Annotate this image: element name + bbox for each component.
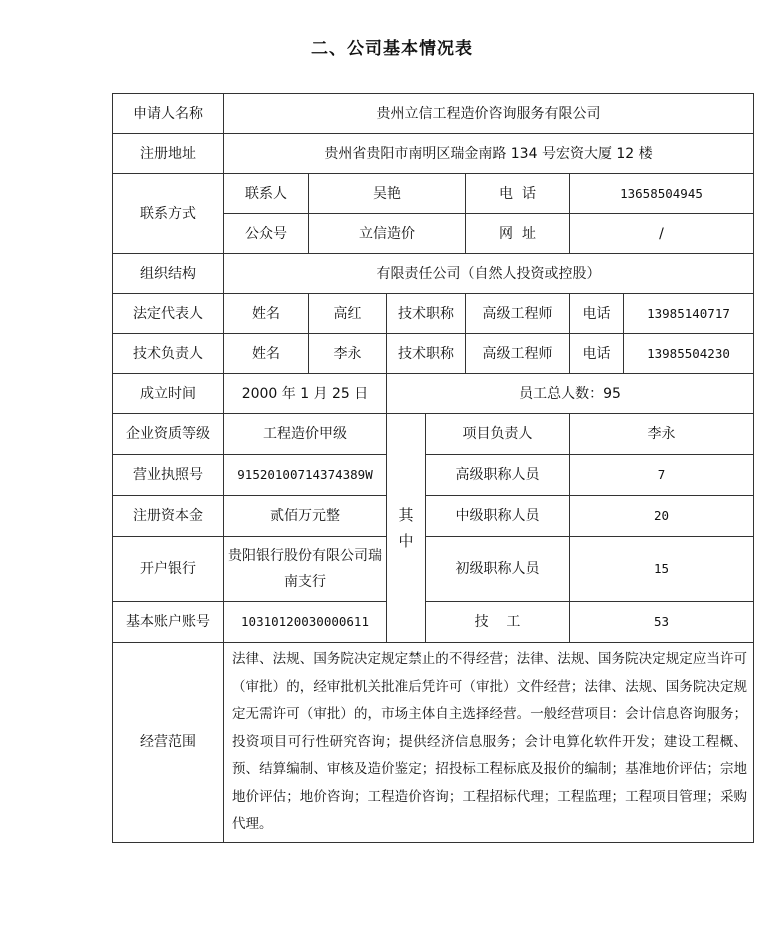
legal-name-label: 姓名 (224, 294, 309, 334)
table-row (113, 602, 754, 643)
site-value: / (570, 214, 754, 254)
applicant-value: 贵州立信工程造价咨询服务有限公司 (224, 94, 754, 134)
among-label (387, 414, 426, 643)
table-row (113, 294, 754, 334)
table-row (113, 334, 754, 374)
founded-label: 成立时间 (113, 374, 224, 414)
site-label: 网 址 (466, 214, 570, 254)
table-row (113, 414, 754, 455)
license-value: 91520100714374389W (224, 455, 387, 496)
wechat-label: 公众号 (224, 214, 309, 254)
staff-detail-value: 15 (570, 537, 754, 602)
staff-detail-label: 高级职称人员 (426, 455, 570, 496)
applicant-label: 申请人名称 (113, 94, 224, 134)
among-char-2: 中 (398, 532, 414, 550)
tech-phone: 13985504230 (624, 334, 754, 374)
company-info-table (112, 93, 754, 843)
staff-detail-value: 7 (570, 455, 754, 496)
founded-value: 2000 年 1 月 25 日 (224, 374, 387, 414)
org-value: 有限责任公司（自然人投资或控股） (224, 254, 754, 294)
contact-person: 吴艳 (309, 174, 466, 214)
table-row (113, 455, 754, 496)
page-title: 二、公司基本情况表 (311, 39, 473, 59)
staff-detail-value: 20 (570, 496, 754, 537)
address-value: 贵州省贵阳市南明区瑞金南路 134 号宏资大厦 12 楼 (224, 134, 754, 174)
scope-value: 法律、法规、国务院决定规定禁止的不得经营；法律、法规、国务院决定规定应当许可（审批）的，经审批机关批准后凭许可（审批）文件经营；法律、法规、国务院决定规定无需许可（审批）的，市场主体自主选择经营。一般经营项目：会计信息咨询服务；投资项目可行性研究咨询；提供经济信息服务；会计电算化软件开发；建设工程概、预、结算编制、审核及造价鉴定；招投标工程标底及报价的编制；基准地价评估；宗地地价评估；地价咨询；工程造价咨询；工程招标代理；工程监理；工程项目管理；采购代理。 (224, 643, 754, 843)
table-row (113, 643, 754, 843)
among-char-1: 其 (398, 506, 414, 524)
staff-detail-label: 项目负责人 (426, 414, 570, 455)
legal-phone: 13985140717 (624, 294, 754, 334)
scope-label: 经营范围 (113, 643, 224, 843)
staff-detail-label: 中级职称人员 (426, 496, 570, 537)
legal-title-label: 技术职称 (387, 294, 466, 334)
contact-person-label: 联系人 (224, 174, 309, 214)
staff-detail-value: 李永 (570, 414, 754, 455)
contact-label: 联系方式 (113, 174, 224, 254)
contact-phone-label: 电 话 (466, 174, 570, 214)
legal-name: 高红 (309, 294, 387, 334)
staff-detail-label: 技 工 (426, 602, 570, 643)
table-row (113, 537, 754, 602)
legal-rep-label: 法定代表人 (113, 294, 224, 334)
address-label: 注册地址 (113, 134, 224, 174)
qualification-value: 工程造价甲级 (224, 414, 387, 455)
staff-detail-value: 53 (570, 602, 754, 643)
table-row (113, 254, 754, 294)
account-label: 基本账户账号 (113, 602, 224, 643)
table-row (113, 134, 754, 174)
table-row (113, 496, 754, 537)
table-row (113, 94, 754, 134)
tech-phone-label: 电话 (570, 334, 624, 374)
license-label: 营业执照号 (113, 455, 224, 496)
table-row (113, 374, 754, 414)
table-row (113, 174, 754, 214)
tech-lead-label: 技术负责人 (113, 334, 224, 374)
staff-detail-label: 初级职称人员 (426, 537, 570, 602)
contact-phone: 13658504945 (570, 174, 754, 214)
tech-name: 李永 (309, 334, 387, 374)
tech-title-label: 技术职称 (387, 334, 466, 374)
bank-label: 开户银行 (113, 537, 224, 602)
wechat-value: 立信造价 (309, 214, 466, 254)
staff-total: 员工总人数：95 (387, 374, 754, 414)
org-label: 组织结构 (113, 254, 224, 294)
tech-title: 高级工程师 (466, 334, 570, 374)
account-value: 10310120030000611 (224, 602, 387, 643)
bank-value: 贵阳银行股份有限公司瑞南支行 (224, 537, 387, 602)
legal-title: 高级工程师 (466, 294, 570, 334)
capital-label: 注册资本金 (113, 496, 224, 537)
capital-value: 贰佰万元整 (224, 496, 387, 537)
legal-phone-label: 电话 (570, 294, 624, 334)
tech-name-label: 姓名 (224, 334, 309, 374)
qualification-label: 企业资质等级 (113, 414, 224, 455)
